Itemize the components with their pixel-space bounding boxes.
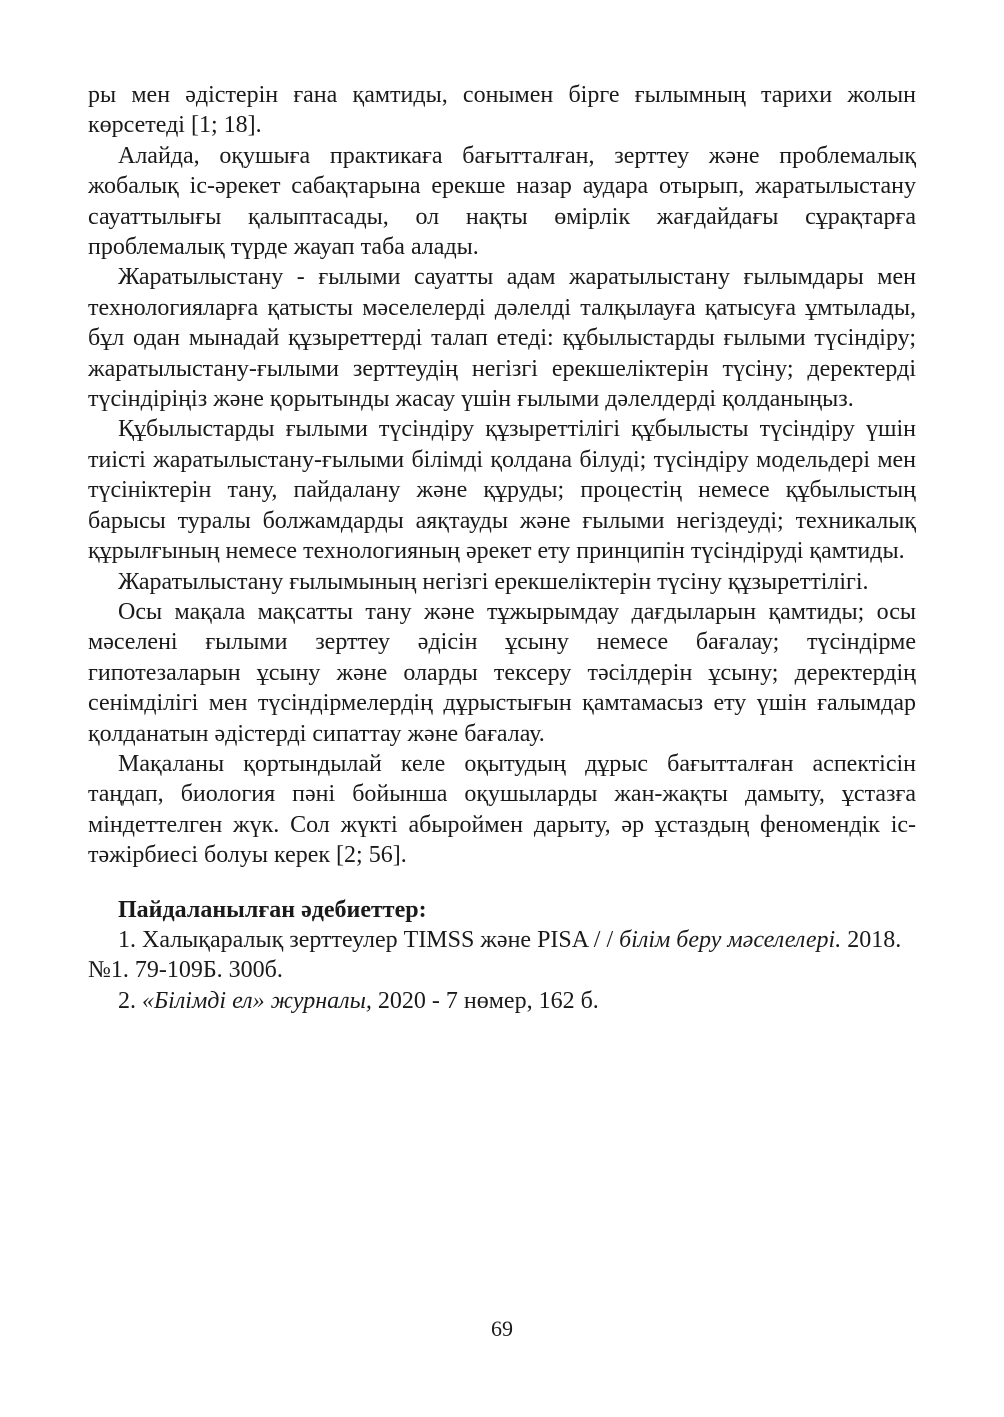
paragraph-2: Алайда, оқушыға практикаға бағытталған, зерттеу және проблемалық жобалық іс-әрекет сабақтарына ерекше назар аудара отырып, жаратылыстану сауаттылығы қалыптасады, ол нақты өмірлік жағдайдағы сұрақтарға проблемалық түрде жауап таба алады. — [88, 142, 916, 261]
paragraph-3: Жаратылыстану - ғылыми сауатты адам жаратылыстану ғылымдары мен технологияларға қатысты мәселелерді дәлелді талқылауға қатысуға ұмтылады, бұл одан мынадай құзыреттерді талап етеді: құбылыстарды ғылыми түсіндіру; жаратылыстану-ғылыми зерттеудің негізгі ерекшеліктерін түсіну; деректерді түсіндіріңіз және қорытынды жасау үшін ғылыми дәлелдерді қолданыңыз. — [88, 264, 916, 413]
reference-1-suffix: 2018. №1. 79-109Б. 300б. — [88, 926, 902, 984]
reference-2-italic: «Білімді ел» журналы, — [142, 987, 372, 1014]
reference-1-italic: білім беру мәселелері. — [619, 926, 842, 953]
reference-item-2 — [88, 986, 916, 1016]
section-gap — [88, 871, 916, 895]
paragraph-4: Құбылыстарды ғылыми түсіндіру құзыреттілігі құбылысты түсіндіру үшін тиісті жаратылыстану-ғылыми білімді қолдана білуді; түсіндіру модельдері мен түсініктерін тану, пайдалану және құруды; процестің немесе құбылыстың барысы туралы болжамдарды аяқтауды және ғылыми негіздеуді; техникалық құрылғының немесе технологияның әрекет ету принципін түсіндіруді қамтиды. — [88, 416, 916, 565]
page-number: 69 — [491, 1316, 513, 1341]
paragraph-5: Жаратылыстану ғылымының негізгі ерекшеліктерін түсіну құзыреттілігі. — [118, 568, 869, 595]
reference-1-prefix: 1. Халықаралық зерттеулер TIMSS және PISA / / — [118, 926, 620, 953]
reference-2-suffix: 2020 - 7 нөмер, 162 б. — [371, 987, 599, 1014]
paragraph-6: Осы мақала мақсатты тану және тұжырымдау дағдыларын қамтиды; осы мәселені ғылыми зерттеу әдісін ұсыну немесе бағалау; түсіндірме гипотезаларын ұсыну және оларды тексеру тәсілдерін ұсыну; деректердің сенімділігі мен түсіндірмелердің дұрыстығын қамтамасыз ету үшін ғалымдар қолданатын әдістерді сипаттау және бағалау. — [88, 598, 916, 747]
reference-item-1 — [88, 925, 916, 986]
paragraph-7: Мақаланы қортындылай келе оқытудың дұрыс бағытталған аспектісін таңдап, биология пәні бойынша оқушыларды жан-жақты дамыту, ұстазға міндеттелген жүк. Сол жүкті абыроймен дарыту, әр ұстаздың феномендік іс-тәжірбиесі болуы керек [2; 56]. — [88, 750, 916, 869]
reference-2-prefix: 2. — [118, 987, 142, 1014]
references-heading: Пайдаланылған әдебиеттер: — [118, 896, 427, 923]
paragraph-1: ры мен әдістерін ғана қамтиды, сонымен бірге ғылымның тарихи жолын көрсетеді [1; 18]. — [88, 82, 916, 139]
page-body — [88, 80, 916, 1016]
